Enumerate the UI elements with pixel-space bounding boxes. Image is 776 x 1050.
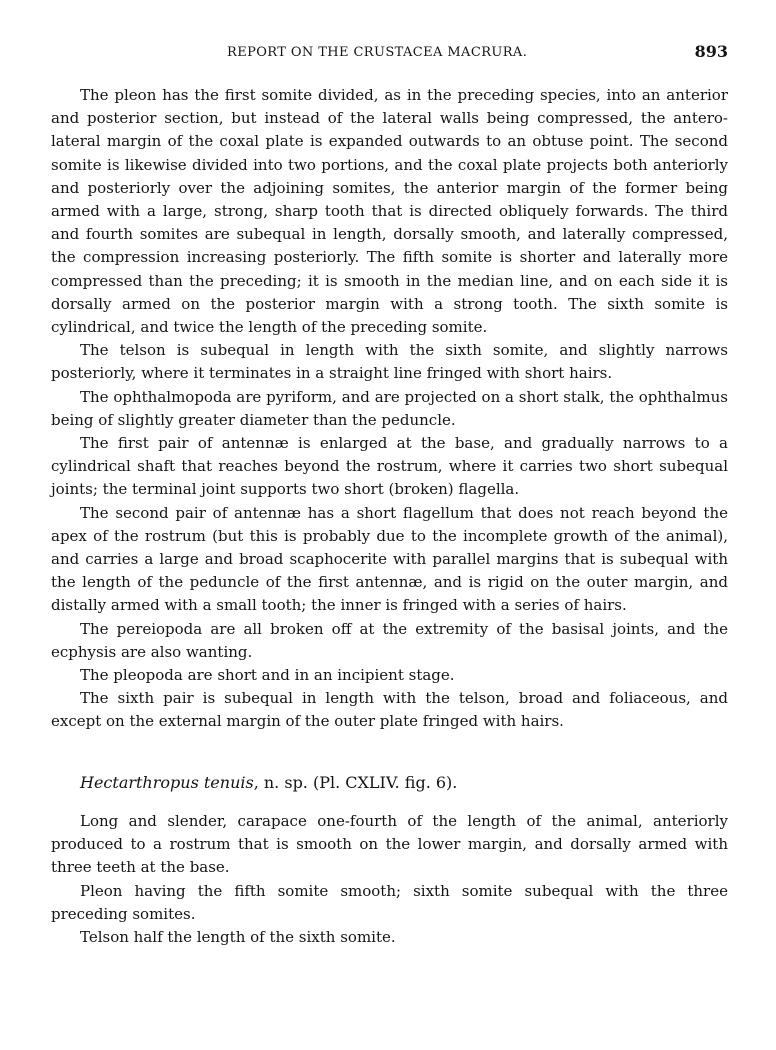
paragraph-pleon: The pleon has the first somite divided, as in the preceding species, into an anterior and posterior section, but instead of the lateral walls being compressed, the antero-lateral margin of the coxal plate is expanded outwards to an obtuse point. The second somite is likewise divided into two portions, and the coxal plate projects both anteriorly and posteriorly over the adjoining somites, the anterior margin of the former being armed with a large, strong, sharp tooth that is directed obliquely forwards. The third and fourth somites are subequal in length, dorsally smooth, and laterally compressed, the compression increasing posteriorly. The fifth somite is shorter and laterally more compressed than the preceding; it is smooth in the median line, and on each side it is dorsally armed on the posterior margin with a strong tooth. The sixth somite is cylindrical, and twice the length of the preceding somite. (51, 86, 728, 337)
species-description (51, 810, 728, 949)
paragraph-first-antennae: The first pair of antennæ is enlarged at the base, and gradually narrows to a cylindrical shaft that reaches beyond the rostrum, where it carries two short subequal joints; the terminal joint supports two short (broken) flagella. (51, 434, 728, 499)
species-heading-suffix: , n. sp. (Pl. CXLIV. fig. 6). (253, 773, 458, 792)
paragraph-telson: The telson is subequal in length with the sixth somite, and slightly narrows posteriorly, where it terminates in a straight line fringed with short hairs. (51, 341, 728, 383)
species-name: Hectarthropus tenuis (80, 773, 254, 792)
paragraph-species-pleon: Pleon having the fifth somite smooth; sixth somite subequal with the three preceding somites. (51, 881, 728, 923)
running-title: REPORT ON THE CRUSTACEA MACRURA. (227, 45, 528, 60)
paragraph-ophthalmopoda: The ophthalmopoda are pyriform, and are projected on a short stalk, the ophthalmus being of slightly greater diameter than the peduncle. (51, 387, 728, 429)
paragraph-second-antennae: The second pair of antennæ has a short flagellum that does not reach beyond the apex of the rostrum (but this is probably due to the incomplete growth of the animal), and carries a large and broad scaphocerite with parallel margins that is subequal with the length of the peduncle of the first antennæ, and is rigid on the outer margin, and distally armed with a small tooth; the inner is fringed with a series of hairs. (51, 503, 728, 615)
main-text (51, 84, 728, 734)
paragraph-species-carapace: Long and slender, carapace one-fourth of the length of the animal, anteriorly produced to a rostrum that is smooth on the lower margin, and dorsally armed with three teeth at the base. (51, 812, 728, 877)
paragraph-pleopoda: The pleopoda are short and in an incipient stage. (80, 666, 455, 685)
paragraph-pereiopoda: The pereiopoda are all broken off at the extremity of the basisal joints, and the ecphysis are also wanting. (51, 619, 728, 661)
species-heading (80, 772, 700, 794)
page-header (52, 40, 728, 66)
paragraph-species-telson: Telson half the length of the sixth somite. (80, 928, 396, 947)
page-number: 893 (694, 42, 728, 61)
paragraph-sixth-pair: The sixth pair is subequal in length with the telson, broad and foliaceous, and except on the external margin of the outer plate fringed with hairs. (51, 689, 728, 731)
